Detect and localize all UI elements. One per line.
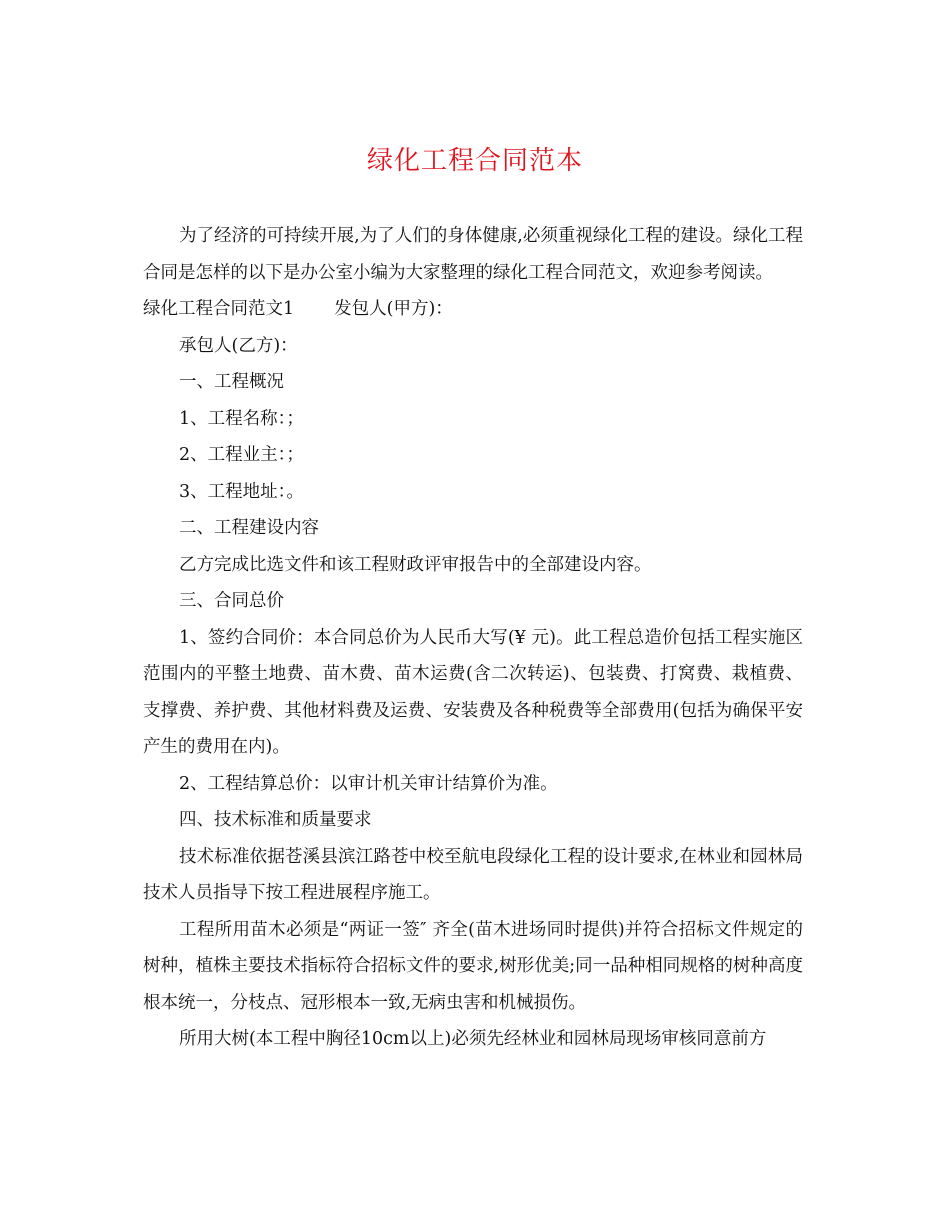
section2-heading: 二、工程建设内容 — [179, 518, 319, 538]
tech-standard-paragraph: 技术标准依据苍溪县滨江路苍中校至航电段绿化工程的设计要求,在林业和园林局技术人员指导下按工程进展程序施工。 — [143, 846, 803, 903]
seedling-requirement-paragraph: 工程所用苗木必须是“两证一签″ 齐全(苗木进场同时提供)并符合招标文件规定的树种，植株主要技术指标符合招标文件的要求,树形优美;同一品种相同规格的树种高度根本统一，分枝点、冠形根本一致,无病虫害和机械损伤。 — [143, 919, 803, 1013]
section4-heading: 四、技术标准和质量要求 — [179, 810, 372, 830]
document-body — [143, 218, 803, 1058]
party-a-label: 发包人(甲方)： — [334, 299, 453, 319]
document-title: 绿化工程合同范本 — [366, 146, 583, 176]
party-b-label: 承包人(乙方)： — [179, 335, 298, 356]
project-name-item: 1、工程名称：； — [179, 408, 304, 429]
intro-paragraph: 为了经济的可持续开展,为了人们的身体健康,必须重视绿化工程的建设。绿化工程合同是怎样的以下是办公室小编为大家整理的绿化工程合同范文，欢迎参考阅读。 — [143, 226, 803, 283]
section2-body: 乙方完成比选文件和该工程财政评审报告中的全部建设内容。 — [179, 554, 652, 575]
sample-heading: 绿化工程合同范文1 — [143, 299, 295, 319]
sample-heading-line — [143, 291, 803, 328]
project-owner-item: 2、工程业主：； — [179, 445, 304, 465]
settlement-clause: 2、工程结算总价：以审计机关审计结算价为准。 — [179, 773, 558, 794]
large-tree-paragraph: 所用大树(本工程中胸径10cm以上)必须先经林业和园林局现场审核同意前方 — [179, 1029, 767, 1049]
section3-heading: 三、合同总价 — [179, 591, 284, 611]
section1-heading: 一、工程概况 — [179, 372, 284, 392]
contract-price-clause: 1、签约合同价：本合同总价为人民币大写(¥ 元)。此工程总造价包括工程实施区范围内的平整土地费、苗木费、苗木运费(含二次转运)、包装费、打窝费、栽植费、支撑费、养护费、其他材料费及运费、安装费及各种税费等全部费用(包括为确保平安产生的费用在内)。 — [143, 627, 803, 757]
project-address-item: 3、工程地址：。 — [179, 481, 304, 502]
